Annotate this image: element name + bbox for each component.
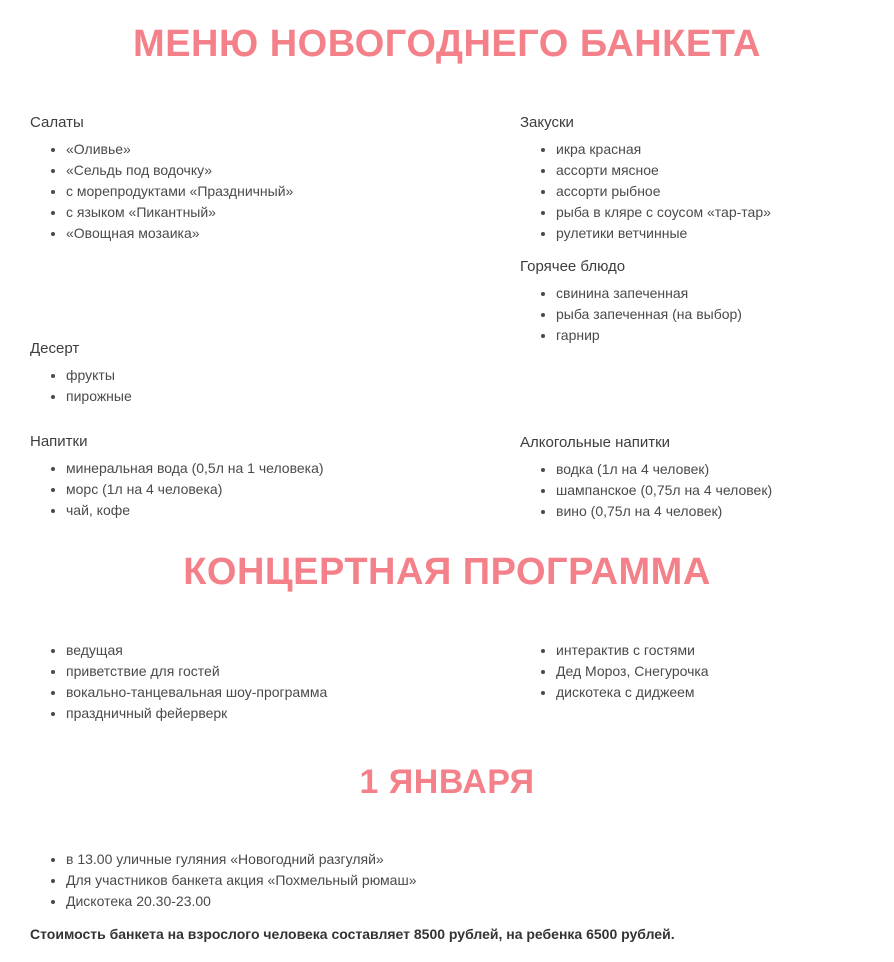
concert-right-list [520, 640, 894, 703]
menu-right-column [510, 114, 894, 522]
section-heading: Десерт [30, 339, 80, 357]
spacer [520, 346, 894, 434]
hot-dish-list [520, 283, 894, 346]
list-item: • вино (0,75л на 4 человек) [556, 501, 894, 522]
section-heading: Алкогольные напитки [520, 433, 671, 451]
list-item: • гарнир [556, 325, 894, 346]
list-item: • водка (1л на 4 человек) [556, 459, 894, 480]
list-item: • рыба в кляре с соусом «тар-тар» [556, 202, 894, 223]
section-heading: Салаты [30, 113, 84, 131]
drinks-list [30, 458, 510, 521]
section-drinks [30, 433, 510, 521]
menu-columns [0, 114, 894, 522]
list-item: • интерактив с гостями [556, 640, 894, 661]
section-dessert [30, 340, 510, 407]
salads-list [30, 139, 510, 244]
list-item: • морс (1л на 4 человека) [66, 479, 510, 500]
list-item: • праздничный фейерверк [66, 703, 510, 724]
list-item: • дискотека с диджеем [556, 682, 894, 703]
january-list [30, 849, 894, 912]
list-item: • шампанское (0,75л на 4 человек) [556, 480, 894, 501]
dessert-list [30, 365, 510, 407]
spacer [30, 244, 510, 340]
list-item: • ассорти рыбное [556, 181, 894, 202]
section-heading: Закуски [520, 113, 574, 131]
concert-right-column [510, 640, 894, 724]
list-item: • пирожные [66, 386, 510, 407]
list-item: • Для участников банкета акция «Похмельный рюмаш» [66, 870, 894, 891]
list-item: • Дискотека 20.30-23.00 [66, 891, 894, 912]
list-item: • с языком «Пикантный» [66, 202, 510, 223]
section-heading: Напитки [30, 432, 88, 450]
list-item: • вокально-танцевальная шоу-программа [66, 682, 510, 703]
concert-left-list [30, 640, 510, 724]
price-line: Стоимость банкета на взрослого человека составляет 8500 рублей, на ребенка 6500 рублей. [30, 925, 675, 942]
date-title: 1 ЯНВАРЯ [359, 762, 535, 801]
section-alcohol [520, 434, 894, 522]
concert-program-title: КОНЦЕРТНАЯ ПРОГРАММА [183, 550, 711, 593]
list-item: • чай, кофе [66, 500, 510, 521]
alcohol-list [520, 459, 894, 522]
list-item: • Дед Мороз, Снегурочка [556, 661, 894, 682]
list-item: • рыба запеченная (на выбор) [556, 304, 894, 325]
list-item: • ведущая [66, 640, 510, 661]
list-item: • приветствие для гостей [66, 661, 510, 682]
list-item: • с морепродуктами «Праздничный» [66, 181, 510, 202]
list-item: • «Оливье» [66, 139, 510, 160]
spacer [520, 244, 894, 258]
list-item: • «Сельдь под водочку» [66, 160, 510, 181]
section-salads [30, 114, 510, 244]
january-events [0, 849, 894, 942]
list-item: • рулетики ветчинные [556, 223, 894, 244]
spacer [30, 407, 510, 433]
list-item: • икра красная [556, 139, 894, 160]
list-item: • ассорти мясное [556, 160, 894, 181]
concert-columns [0, 640, 894, 724]
section-heading: Горячее блюдо [520, 257, 626, 275]
list-item: • в 13.00 уличные гуляния «Новогодний разгуляй» [66, 849, 894, 870]
concert-left-column [0, 640, 510, 724]
list-item: • «Овощная мозаика» [66, 223, 510, 244]
section-hot-dish [520, 258, 894, 346]
list-item: • свинина запеченная [556, 283, 894, 304]
list-item: • фрукты [66, 365, 510, 386]
section-appetizers [520, 114, 894, 244]
appetizers-list [520, 139, 894, 244]
menu-left-column [0, 114, 510, 522]
page-title: МЕНЮ НОВОГОДНЕГО БАНКЕТА [133, 23, 761, 65]
list-item: • минеральная вода (0,5л на 1 человека) [66, 458, 510, 479]
